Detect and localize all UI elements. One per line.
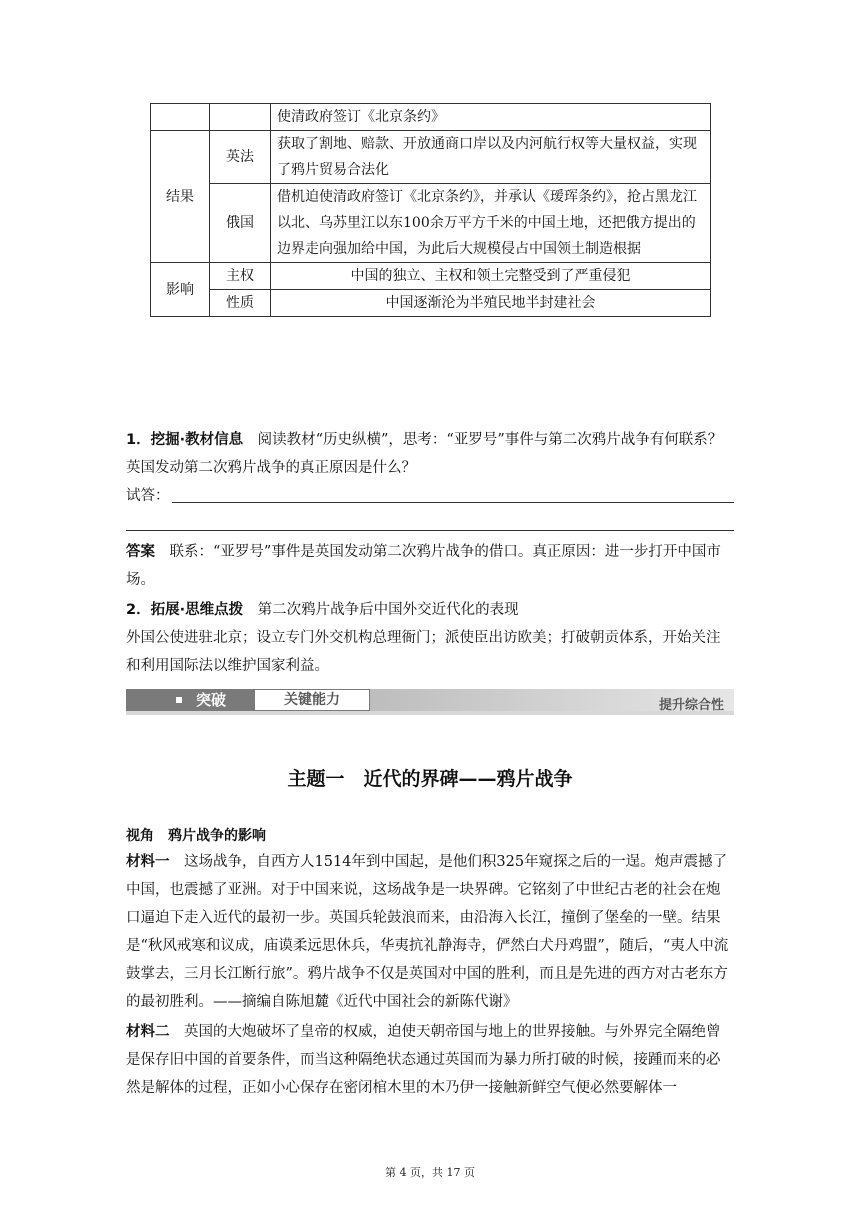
material-2-text: 英国的大炮破坏了皇帝的权威，迫使天朝帝国与地上的世界接触。与外界完全隔绝曾是保存旧中国的首要条件，而当这种隔绝状态通过英国而为暴力所打破的时候，接踵而来的必然是解体的过程，正如小心保存在密闭棺木里的木乃伊一接触新鲜空气便必然要解体一	[126, 1024, 721, 1096]
summary-table	[150, 103, 711, 317]
result-label: 结果	[151, 131, 210, 263]
question-2-body: 外国公使进驻北京；设立专门外交机构总理衙门；派使臣出访欧美；打破朝贡体系，开始关注和利用国际法以维护国家利益。	[126, 630, 721, 674]
uk-fr-text: 获取了割地、赔款、开放通商口岸以及内河航行权等大量权益，实现了鸦片贸易合法化	[271, 131, 711, 184]
question-2	[126, 596, 734, 624]
uk-fr-label: 英法	[210, 131, 271, 184]
table-cell: 使清政府签订《北京条约》	[271, 104, 711, 131]
table-row	[151, 290, 711, 317]
question-1-heading: 1．挖掘·教材信息	[126, 432, 244, 448]
impact-label: 影响	[151, 263, 210, 317]
material-1-label: 材料一	[126, 854, 170, 870]
table-cell	[210, 104, 271, 131]
material-2-label: 材料二	[126, 1024, 170, 1040]
material-2	[126, 1018, 734, 1102]
question-1-text: 阅读教材“历史纵横”，思考：“亚罗号”事件与第二次鸦片战争有何联系？英国发动第二次鸦片战争的真正原因是什么？	[126, 432, 723, 476]
section-banner	[126, 689, 734, 713]
material-1-text: 这场战争，自西方人1514年到中国起，是他们积325年窥探之后的一逞。炮声震撼了中国，也震撼了亚洲。对于中国来说，这场战争是一块界碑。它铭刻了中世纪古老的社会在炮口逼迫下走入近代的最初一步。英国兵轮鼓浪而来，由沿海入长江，撞倒了堡垒的一壁。结果是“秋风戒寒和议成，庙谟柔远思休兵，华夷抗礼静海寺，俨然白犬丹鸡盟”，随后，“夷人中流鼓掌去，三月长江断行旅”。鸦片战争不仅是英国对中国的胜利，而且是先进的西方对古老东方的最初胜利。——摘编自陈旭麓《近代中国社会的新陈代谢》	[126, 854, 729, 1010]
answer-label: 答案	[126, 544, 155, 560]
banner-right-label: 提升综合性	[658, 698, 724, 713]
russia-label: 俄国	[210, 184, 271, 263]
table-cell	[151, 104, 210, 131]
nature-label: 性质	[210, 290, 271, 317]
perspective-heading: 视角 鸦片战争的影响	[126, 828, 266, 844]
table-row	[151, 131, 711, 184]
question-2-text: 第二次鸦片战争后中国外交近代化的表现	[257, 602, 519, 618]
table-row	[151, 184, 711, 263]
table-row	[151, 263, 711, 290]
square-bullet-icon	[176, 697, 182, 703]
answer-line[interactable]	[172, 502, 734, 503]
answer-block	[126, 538, 734, 594]
nature-text: 中国逐渐沦为半殖民地半封建社会	[271, 290, 711, 317]
banner-left-label: 突破	[196, 691, 227, 709]
material-1	[126, 848, 734, 1016]
answer-text: 联系：“亚罗号”事件是英国发动第二次鸦片战争的借口。真正原因：进一步打开中国市场。	[126, 544, 721, 588]
sovereignty-text: 中国的独立、主权和领土完整受到了严重侵犯	[271, 263, 711, 290]
banner-underline	[126, 711, 734, 715]
answer-line[interactable]	[126, 530, 734, 531]
answer-prompt: 试答：	[126, 488, 170, 504]
table-row	[151, 104, 711, 131]
question-1	[126, 426, 734, 482]
page-footer: 第 4 页，共 17 页	[385, 1166, 475, 1179]
question-2-heading: 2．拓展·思维点拨	[126, 602, 244, 618]
topic-title: 主题一 近代的界碑——鸦片战争	[287, 768, 573, 790]
banner-middle-label: 关键能力	[254, 689, 370, 711]
sovereignty-label: 主权	[210, 263, 271, 290]
banner-left	[126, 689, 254, 711]
russia-text: 借机迫使清政府签订《北京条约》，并承认《瑷珲条约》，抢占黑龙江以北、乌苏里江以东100余万平方千米的中国土地，还把俄方提出的边界走向强加给中国，为此后大规模侵占中国领土制造根据	[271, 184, 711, 263]
